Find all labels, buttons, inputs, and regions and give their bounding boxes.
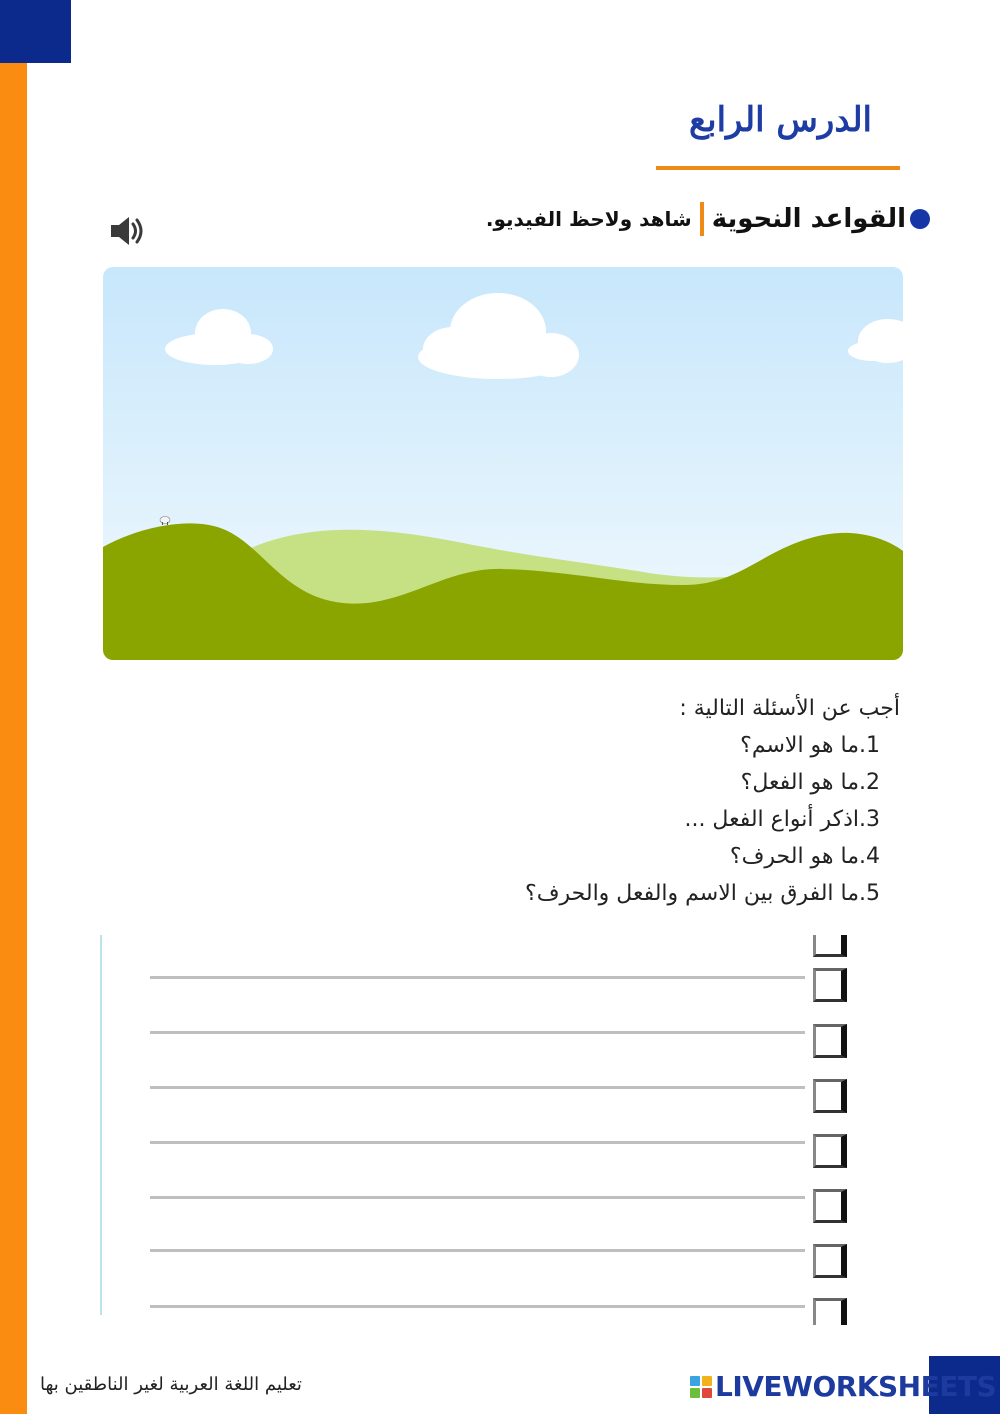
footer-caption: تعليم اللغة العربية لغير الناطقين بها	[40, 1374, 302, 1395]
answer-line[interactable]	[150, 976, 805, 979]
answer-checkbox[interactable]	[813, 1298, 847, 1325]
answer-checkbox[interactable]	[813, 1079, 847, 1113]
questions-list	[525, 727, 900, 912]
question-5: 5.ما الفرق بين الاسم والفعل والحرف؟	[525, 881, 880, 906]
answer-checkbox[interactable]	[813, 1189, 847, 1223]
answer-line[interactable]	[150, 1141, 805, 1144]
top-left-corner-block	[0, 0, 71, 63]
answer-line[interactable]	[150, 1031, 805, 1034]
section-header	[486, 202, 930, 236]
video-player[interactable]	[103, 267, 903, 660]
answer-area	[100, 935, 900, 1325]
liveworksheets-logo-icon	[690, 1376, 712, 1398]
answer-frame-edge	[100, 935, 102, 1315]
left-accent-bar	[0, 0, 27, 1414]
answer-line[interactable]	[150, 1086, 805, 1089]
speaker-icon[interactable]	[105, 209, 149, 253]
liveworksheets-brand[interactable]	[690, 1370, 996, 1403]
answer-line[interactable]	[150, 1305, 805, 1308]
question-3: 3.اذكر أنواع الفعل ...	[684, 807, 880, 832]
question-2: 2.ما هو الفعل؟	[740, 770, 880, 795]
section-instruction: شاهد ولاحظ الفيديو.	[485, 207, 692, 231]
answer-checkbox[interactable]	[813, 1134, 847, 1168]
answer-line[interactable]	[150, 1249, 805, 1252]
answer-line[interactable]	[150, 1196, 805, 1199]
questions-intro: أجب عن الأسئلة التالية :	[679, 696, 900, 721]
section-divider	[700, 202, 704, 236]
question-4: 4.ما هو الحرف؟	[729, 844, 880, 869]
section-title: القواعد النحوية	[711, 204, 906, 234]
answer-checkbox[interactable]	[813, 1024, 847, 1058]
question-1: 1.ما هو الاسم؟	[740, 733, 880, 758]
answer-checkbox[interactable]	[813, 968, 847, 1002]
brand-name: LIVEWORKSHEETS	[715, 1370, 997, 1403]
title-underline	[656, 166, 900, 170]
bullet-dot-icon	[910, 209, 930, 229]
questions-block	[525, 690, 900, 912]
lesson-title: الدرس الرابع	[689, 100, 872, 140]
answer-checkbox[interactable]	[813, 935, 847, 957]
answer-checkbox[interactable]	[813, 1244, 847, 1278]
